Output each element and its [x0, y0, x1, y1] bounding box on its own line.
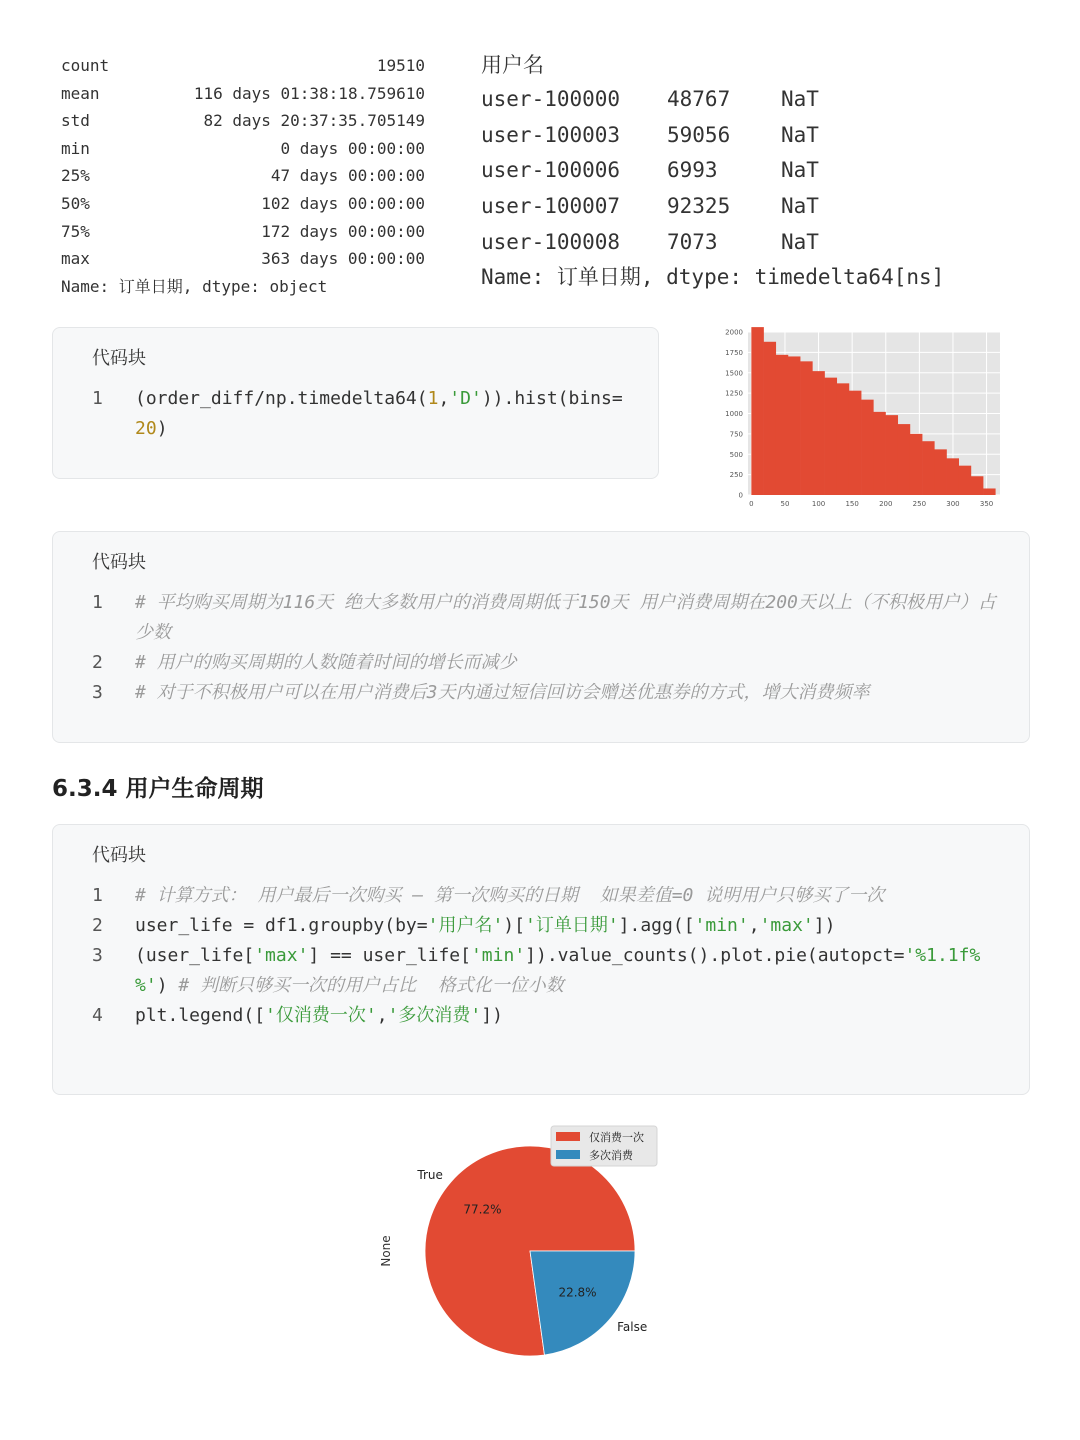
describe-row	[61, 245, 425, 273]
code-token: plt.legend([	[135, 1005, 266, 1026]
stat-label: min	[61, 138, 90, 158]
code-token: (order_diff/np.timedelta64(	[135, 388, 428, 409]
code-block-user-life	[52, 824, 1030, 1095]
y-tick-label: 1750	[725, 348, 743, 357]
pie-slice	[530, 1251, 635, 1355]
x-tick-label: 200	[879, 500, 893, 508]
code-comment: # 对于不积极用户可以在用户消费后3天内通过短信回访会赠送优惠券的方式，增大消费频率	[135, 682, 870, 703]
code-token: )	[156, 418, 168, 439]
user-id: user-100006	[481, 158, 621, 183]
code-text	[135, 588, 999, 648]
series-output	[481, 48, 1041, 294]
y-tick-label: 250	[729, 471, 743, 480]
code-token: user_life = df1.groupby(by=	[135, 915, 428, 936]
nat-value: NaT	[781, 122, 819, 147]
series-header: 用户名	[481, 53, 544, 77]
describe-row	[61, 52, 425, 80]
pie-legend	[551, 1126, 657, 1166]
stat-value: 363 days 00:00:00	[261, 249, 425, 269]
code-text	[135, 648, 999, 678]
x-tick-label: 350	[979, 500, 994, 508]
histogram-bar	[947, 458, 959, 495]
x-tick-label: 150	[845, 500, 859, 508]
y-tick-label: 1250	[725, 389, 743, 398]
histogram-bar	[825, 378, 837, 495]
nat-value: NaT	[781, 158, 819, 183]
series-row	[481, 118, 1041, 154]
histogram-bar	[788, 356, 800, 495]
histogram-bar	[861, 400, 873, 495]
code-line	[92, 911, 999, 941]
code-token: ])	[481, 1005, 503, 1026]
describe-row	[61, 190, 425, 218]
legend-swatch	[556, 1132, 580, 1141]
code-block-title: 代码块	[92, 552, 146, 573]
histogram-bar	[837, 383, 849, 495]
user-id: user-100003	[481, 122, 621, 147]
series-row	[481, 82, 1041, 118]
code-token: ,	[748, 915, 760, 936]
y-tick-label: 500	[729, 450, 743, 459]
series-row	[481, 189, 1041, 225]
stat-label: count	[61, 56, 110, 75]
code-token: ].agg([	[618, 915, 695, 936]
code-string: 'min'	[694, 915, 749, 936]
stat-value: 47 days 00:00:00	[270, 166, 425, 186]
histogram-bar	[812, 371, 824, 495]
code-comment: # 平均购买周期为116天 绝大多数用户的消费周期低于150天 用户消费周期在200天以上（不积极用户）占少数	[135, 592, 996, 643]
code-text	[135, 384, 632, 444]
y-tick-label: 2000	[725, 328, 743, 337]
line-number: 2	[92, 915, 103, 936]
code-text	[135, 1001, 999, 1031]
order-number: 59056	[667, 122, 731, 147]
stat-value: 116 days 01:38:18.759610	[193, 83, 425, 103]
stat-label: mean	[61, 83, 100, 103]
code-token: ,	[438, 388, 450, 409]
histogram-chart	[712, 326, 1012, 516]
code-block-title: 代码块	[92, 845, 146, 866]
code-body	[92, 384, 632, 444]
code-string: '多次消费'	[387, 1005, 482, 1026]
code-string: '仅消费一次'	[265, 1005, 377, 1026]
code-line	[92, 384, 632, 444]
code-block-title: 代码块	[92, 348, 146, 369]
order-number: 7073	[667, 229, 718, 254]
code-line	[92, 678, 999, 708]
describe-row	[61, 218, 425, 246]
histogram-bar	[849, 391, 861, 495]
code-block-hist	[52, 327, 659, 479]
describe-footer: Name: 订单日期, dtype: object	[61, 276, 328, 296]
series-footer: Name: 订单日期, dtype: timedelta64[ns]	[481, 265, 945, 290]
histogram-bar	[934, 449, 946, 495]
code-string: 'D'	[449, 388, 482, 409]
code-body	[92, 588, 999, 708]
pie-ylabel: None	[379, 1235, 393, 1267]
line-number: 1	[92, 592, 103, 613]
order-number: 6993	[667, 158, 718, 183]
stat-label: std	[61, 111, 90, 131]
code-token: (user_life[	[135, 945, 255, 966]
code-body	[92, 881, 999, 1031]
code-comment: # 用户的购买周期的人数随着时间的增长而减少	[135, 652, 517, 673]
pie-chart	[360, 1110, 680, 1380]
code-text	[135, 881, 999, 911]
legend-label: 多次消费	[589, 1149, 633, 1162]
y-tick-label: 750	[729, 430, 743, 439]
user-id: user-100007	[481, 194, 621, 219]
stat-label: 25%	[61, 166, 90, 186]
stat-value: 19510	[376, 56, 425, 75]
code-token: ])	[813, 915, 836, 936]
describe-output	[61, 52, 425, 301]
code-token: )).hist(bins=	[481, 388, 623, 409]
code-block-comments	[52, 531, 1030, 743]
legend-swatch	[556, 1150, 580, 1159]
stat-label: 50%	[61, 193, 90, 213]
histogram-bar	[886, 415, 898, 495]
line-number: 1	[92, 388, 103, 409]
pie-slice-label: False	[617, 1319, 648, 1334]
stat-label: max	[61, 249, 90, 269]
code-line	[92, 1001, 999, 1031]
y-tick-label: 1000	[725, 410, 743, 418]
line-number: 4	[92, 1005, 103, 1026]
histogram-bar	[983, 488, 995, 495]
histogram-bar	[873, 412, 885, 495]
code-string: '%1.1f%%'	[135, 945, 981, 996]
code-string: 'max'	[254, 945, 309, 966]
code-line	[92, 588, 999, 648]
nat-value: NaT	[781, 194, 819, 219]
user-id: user-100008	[481, 229, 621, 254]
series-row	[481, 225, 1041, 261]
code-text	[135, 678, 999, 708]
code-string: '订单日期'	[524, 915, 619, 936]
y-tick-label: 1500	[725, 369, 743, 378]
y-tick-label: 0	[738, 491, 743, 500]
pie-pct-label: 22.8%	[558, 1285, 597, 1300]
code-string: 'min'	[470, 945, 526, 966]
histogram-bar	[922, 441, 934, 495]
order-number: 48767	[667, 87, 731, 111]
series-row	[481, 153, 1041, 189]
code-token: ]).value_counts().plot.pie(autopct=	[525, 945, 905, 966]
user-id: user-100000	[481, 87, 621, 111]
describe-row	[61, 162, 425, 190]
code-token: )	[156, 975, 179, 996]
order-number: 92325	[667, 194, 731, 219]
histogram-bar	[910, 434, 922, 495]
describe-row	[61, 80, 425, 108]
legend-label: 仅消费一次	[589, 1131, 644, 1144]
code-number: 20	[135, 418, 157, 439]
line-number: 3	[92, 945, 103, 966]
histogram-bar	[959, 466, 971, 495]
describe-row	[61, 107, 425, 135]
histogram-bar	[776, 355, 788, 495]
code-token: ,	[376, 1005, 388, 1026]
code-token: ] == user_life[	[308, 945, 471, 966]
x-tick-label: 50	[780, 500, 790, 508]
stat-value: 102 days 00:00:00	[261, 193, 425, 213]
line-number: 1	[92, 885, 103, 906]
code-text	[135, 911, 999, 941]
histogram-bar	[751, 327, 763, 495]
section-title: 6.3.4 用户生命周期	[52, 776, 264, 802]
stat-value: 172 days 00:00:00	[261, 221, 425, 241]
describe-row	[61, 135, 425, 163]
histogram-bar	[898, 424, 910, 495]
code-comment: # 计算方式： 用户最后一次购买 – 第一次购买的日期 如果差值=0 说明用户只够买了一次	[135, 885, 885, 906]
nat-value: NaT	[781, 87, 819, 111]
x-tick-label: 100	[811, 500, 826, 508]
histogram-bar	[971, 476, 983, 495]
x-tick-label: 250	[912, 500, 927, 508]
stat-value: 82 days 20:37:35.705149	[203, 111, 425, 131]
code-line	[92, 881, 999, 911]
histogram-bar	[800, 361, 812, 495]
line-number: 2	[92, 652, 103, 673]
code-line	[92, 941, 999, 1001]
code-string: '用户名'	[427, 915, 504, 936]
pie-pct-label: 77.2%	[463, 1202, 502, 1217]
code-number: 1	[427, 388, 439, 409]
histogram-bar	[764, 342, 776, 495]
code-token: )[	[503, 915, 525, 936]
stat-value: 0 days 00:00:00	[280, 138, 425, 158]
code-line	[92, 648, 999, 678]
x-tick-label: 300	[946, 500, 960, 508]
nat-value: NaT	[781, 229, 819, 254]
code-text	[135, 941, 999, 1001]
pie-slice-label: True	[417, 1168, 443, 1183]
x-tick-label: 0	[749, 500, 754, 508]
code-string: 'max'	[759, 915, 814, 936]
stat-label: 75%	[61, 221, 90, 241]
line-number: 3	[92, 682, 103, 703]
code-comment: # 判断只够买一次的用户占比 格式化一位小数	[178, 975, 564, 996]
